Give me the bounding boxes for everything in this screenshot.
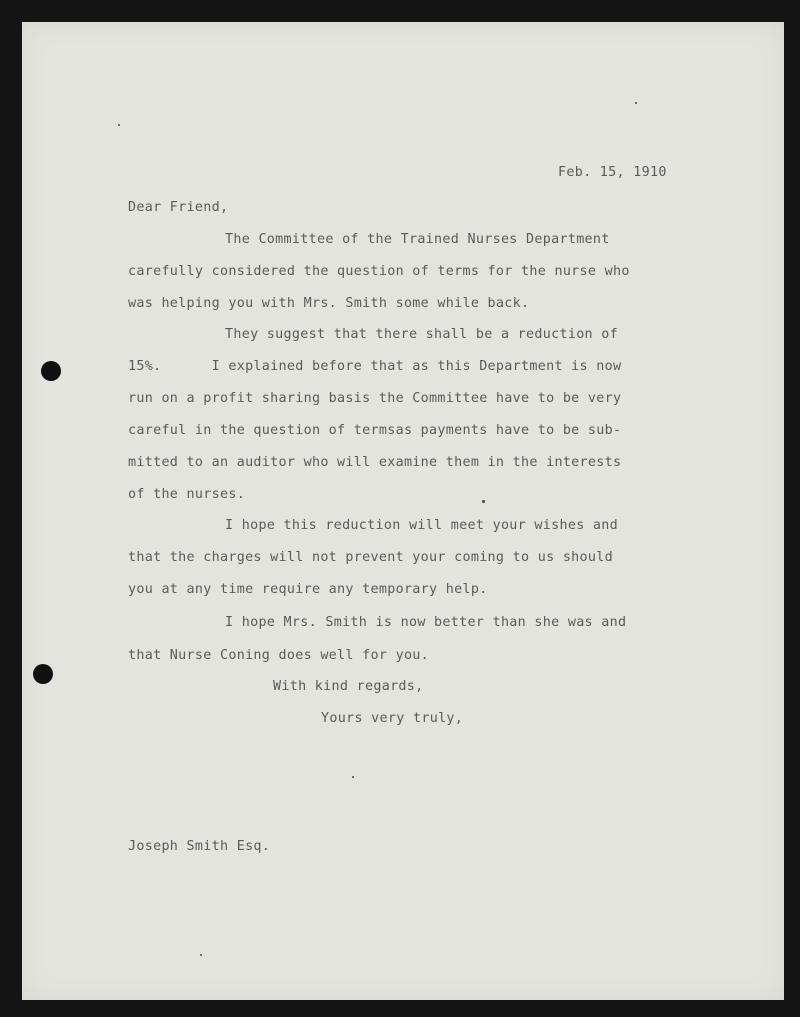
body-line: careful in the question of termsas payments have to be sub- bbox=[128, 423, 622, 438]
body-line: They suggest that there shall be a reduction of bbox=[225, 327, 619, 342]
body-line: 15%. I explained before that as this Department is now bbox=[128, 359, 622, 374]
addressee: Joseph Smith Esq. bbox=[128, 839, 271, 854]
body-line: that the charges will not prevent your coming to us should bbox=[128, 550, 613, 565]
body-line: carefully considered the question of terms for the nurse who bbox=[128, 264, 630, 279]
paper-speck bbox=[200, 954, 202, 956]
salutation: Dear Friend, bbox=[128, 200, 229, 215]
body-line: you at any time require any temporary help. bbox=[128, 582, 488, 597]
punch-hole-bottom bbox=[33, 664, 53, 684]
paper-speck bbox=[118, 124, 120, 126]
paper-speck bbox=[352, 776, 354, 778]
closing-regards: With kind regards, bbox=[273, 679, 424, 694]
letter-date: Feb. 15, 1910 bbox=[558, 165, 667, 180]
punch-hole-top bbox=[41, 361, 61, 381]
body-line: was helping you with Mrs. Smith some while back. bbox=[128, 296, 530, 311]
body-line: I hope this reduction will meet your wishes and bbox=[225, 518, 619, 533]
body-line: The Committee of the Trained Nurses Department bbox=[225, 232, 610, 247]
body-line: run on a profit sharing basis the Committee have to be very bbox=[128, 391, 622, 406]
paper-speck bbox=[482, 500, 485, 503]
body-line: that Nurse Coning does well for you. bbox=[128, 648, 430, 663]
body-line: I hope Mrs. Smith is now better than she was and bbox=[225, 615, 627, 630]
body-line: of the nurses. bbox=[128, 487, 246, 502]
body-line: mitted to an auditor who will examine them in the interests bbox=[128, 455, 622, 470]
paper-speck bbox=[635, 102, 637, 104]
closing-signoff: Yours very truly, bbox=[321, 711, 464, 726]
